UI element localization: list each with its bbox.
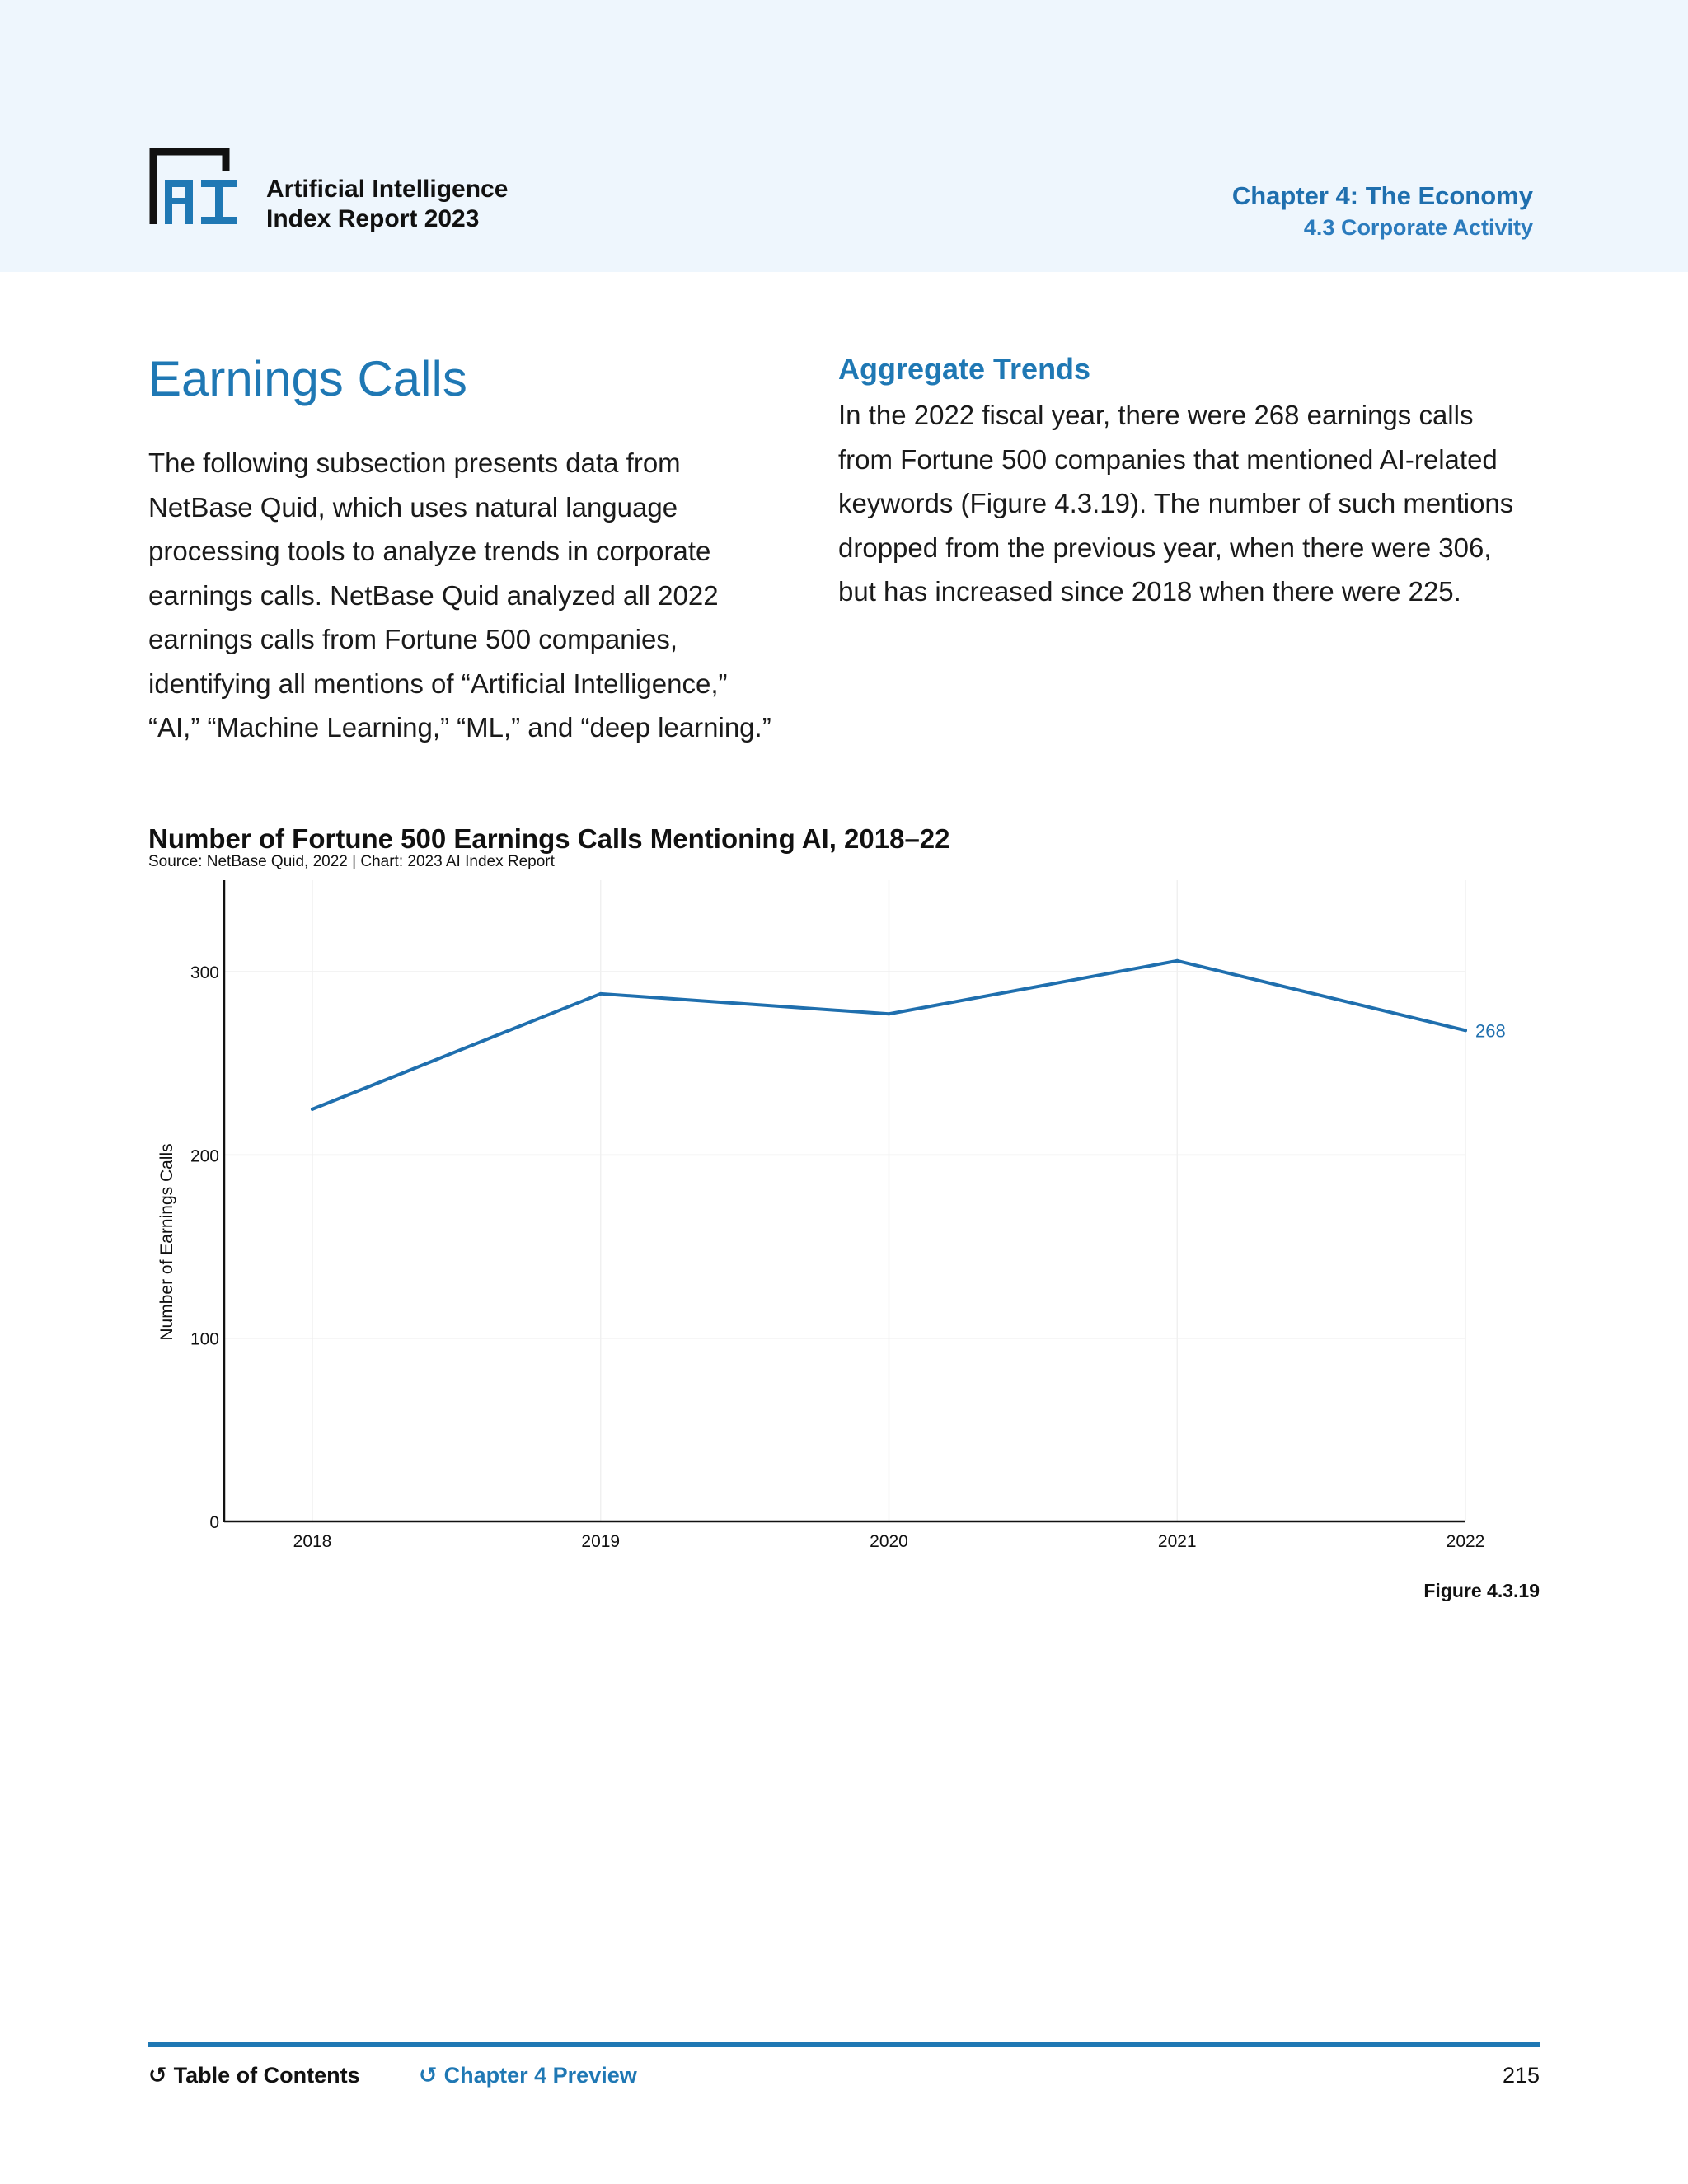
table-of-contents-link[interactable]: [148, 2060, 360, 2090]
trend-line: In the 2022 fiscal year, there were 268 earnings calls: [838, 400, 1474, 430]
intro-line: “AI,” “Machine Learning,” “ML,” and “deep learning.”: [148, 712, 771, 743]
intro-line: The following subsection presents data from: [148, 448, 681, 478]
x-tick-label: 2019: [581, 1532, 621, 1551]
intro-line: processing tools to analyze trends in corporate: [148, 536, 711, 566]
y-axis-title: Number of Earnings Calls: [157, 1143, 176, 1341]
x-tick-label: 2021: [1157, 1532, 1197, 1551]
trend-line: but has increased since 2018 when there were 225.: [838, 576, 1461, 607]
chart-source: Source: NetBase Quid, 2022 | Chart: 2023 AI Index Report: [148, 853, 555, 870]
x-tick-label: 2020: [870, 1532, 908, 1551]
chapter-preview-link[interactable]: [419, 2060, 637, 2090]
figure-label: Figure 4.3.19: [1423, 1580, 1540, 1601]
section-title: 4.3 Corporate Activity: [1303, 215, 1533, 240]
y-tick-label: 200: [190, 1146, 219, 1166]
data-point: [599, 992, 603, 996]
page-heading: Earnings Calls: [148, 351, 467, 406]
report-title-line1: Artificial Intelligence: [266, 176, 509, 203]
data-point: [311, 1108, 314, 1111]
subheading-aggregate-trends: Aggregate Trends: [838, 352, 1091, 386]
data-point: [1175, 959, 1179, 963]
intro-line: earnings calls. NetBase Quid analyzed all 2022: [148, 579, 719, 611]
preview-label: Chapter 4 Preview: [443, 2063, 637, 2088]
chart-title: Number of Fortune 500 Earnings Calls Mentioning AI, 2018–22: [148, 823, 950, 854]
report-title-line2: Index Report 2023: [266, 205, 480, 232]
page-number: 215: [1502, 2063, 1540, 2088]
x-tick-label: 2018: [293, 1532, 332, 1551]
x-tick-label: 2022: [1446, 1532, 1485, 1551]
y-tick-label: 100: [190, 1329, 219, 1349]
footer-rule: [148, 2042, 1540, 2047]
y-tick-label: 300: [190, 963, 219, 983]
y-tick-label: 0: [209, 1513, 219, 1532]
data-point: [1464, 1029, 1467, 1032]
return-arrow-icon: ↺: [148, 2063, 167, 2088]
trend-line: from Fortune 500 companies that mentioned AI-related: [838, 443, 1498, 475]
trend-line: keywords (Figure 4.3.19). The number of such mentions: [838, 488, 1514, 518]
trend-line: dropped from the previous year, when there were 306,: [838, 532, 1492, 563]
return-arrow-icon: ↺: [419, 2063, 438, 2088]
toc-label: Table of Contents: [173, 2063, 360, 2088]
intro-line: earnings calls from Fortune 500 companies,: [148, 624, 678, 654]
end-value-label: 268: [1475, 1020, 1506, 1042]
intro-line: NetBase Quid, which uses natural language: [148, 491, 678, 523]
intro-line: identifying all mentions of “Artificial Intelligence,”: [148, 668, 728, 699]
chapter-title: Chapter 4: The Economy: [1231, 181, 1533, 210]
data-point: [888, 1012, 891, 1015]
